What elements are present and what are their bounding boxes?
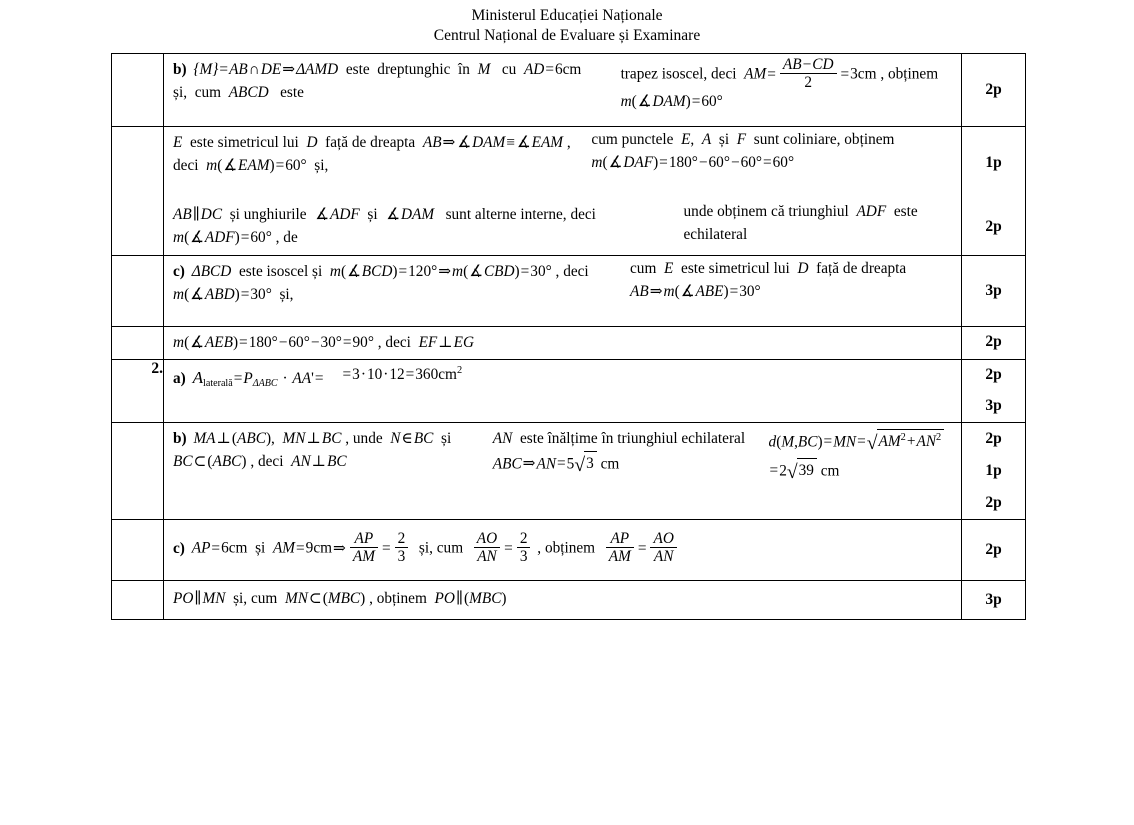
solution-cell-2c	[164, 519, 962, 580]
table-row	[112, 199, 1026, 256]
word-unghiurile: și unghiurile	[229, 205, 307, 223]
sqrt-3: √3	[574, 451, 596, 480]
solution-line: AN este înălțime în triunghiul echilateral ABC⇒AN=5√3 cm	[484, 423, 760, 492]
word-isoscel: este isoscel și	[238, 262, 323, 280]
word-sicum: și, cum	[418, 539, 464, 557]
solution-line: trapez isoscel, deci AM= $\frac{AB-CD}{2}$ =3cm , obținem m(∡DAM)=60°	[620, 55, 939, 111]
document-header	[0, 0, 1134, 47]
word-si-5: și,	[279, 285, 294, 303]
word-si-2: și,	[314, 156, 329, 174]
word-si-3: și	[718, 130, 730, 148]
solution-line: $d(M,BC)=MN=√AM^2+AN^2=2√39$ cm	[760, 423, 961, 492]
item-number-cell	[112, 53, 164, 126]
solution-line: PO∥MN și, cum MN⊂(MBC) , obținem PO∥(MBC)	[173, 589, 507, 607]
solution-cell-1b-3	[164, 199, 962, 256]
points-cell-2c	[962, 519, 1026, 580]
item-number-cell	[112, 326, 164, 359]
solution-line: cum E este simetricul lui D față de dreapta AB⇒m(∡ABE)=30°	[630, 259, 907, 300]
barem-table	[111, 53, 1026, 620]
word-si-4: și	[367, 205, 378, 223]
word-cum-1: cum	[194, 83, 222, 101]
sub-label-a2: a)	[173, 369, 186, 387]
table-row	[112, 519, 1026, 580]
word-simetric-1: este simetricul lui	[190, 133, 299, 151]
table-row	[112, 255, 1026, 326]
fraction-2-3-a: $\frac{2}{3}$	[395, 530, 409, 565]
points-value: 2p	[985, 80, 1002, 98]
word-simetric-2: este simetricul lui	[681, 259, 790, 277]
word-coliniare: sunt coliniare, obținem	[753, 130, 895, 148]
points-cell-1b-3	[962, 199, 1026, 256]
points-cell-1c	[962, 255, 1026, 326]
solution-cell-1b-2	[164, 126, 962, 199]
item-number-cell	[112, 255, 164, 326]
solution-line: a) $A_{laterală}=P_{\Delta ABC} \cdot AA'=$	[173, 367, 324, 389]
points-value: 1p	[985, 153, 1002, 171]
points-value: 3p	[985, 590, 1002, 608]
word-obtinem-1: , obținem	[880, 65, 939, 83]
word-cumpunctele: cum punctele	[591, 130, 674, 148]
sqrt-39: √39	[787, 458, 817, 487]
solution-cell-2b	[164, 422, 962, 519]
points-value: 2p	[985, 332, 1002, 350]
points-cell-2b	[962, 422, 1026, 519]
points-value: 2p	[985, 217, 1002, 235]
solution-line: b) {M}=AB∩DE⇒ΔAMD este dreptunghic în M cu AD=6cm și, cum ABCD este	[173, 60, 582, 101]
word-unde: unde obținem că triunghiul	[683, 202, 849, 220]
word-deci-4: , deci	[250, 452, 284, 470]
solution-line: c) ΔBCD este isoscel și m(∡BCD)=120°⇒m(∡CBD)=30° , deci m(∡ABD)=30° și,	[173, 262, 589, 303]
word-deci-3: , deci	[377, 333, 411, 351]
word-cum-2: cum	[630, 259, 657, 277]
item-number-cell	[112, 199, 164, 256]
word-de: , de	[275, 228, 298, 246]
word-si-6: și	[441, 429, 452, 447]
item-number-cell	[112, 580, 164, 619]
solution-line: E este simetricul lui D față de dreapta AB⇒ ∡DAM≡ ∡EAM , deci m(∡EAM)=60° și,	[173, 133, 571, 174]
word-fata-1: față de dreapta	[325, 133, 416, 151]
item-number-cell	[112, 519, 164, 580]
table-row	[112, 422, 1026, 519]
word-alterne: sunt alterne interne, deci	[445, 205, 596, 223]
fraction-ao-an-2: $\frac{AO}{AN}$	[650, 530, 676, 565]
fraction-ao-an: $\frac{AO}{AN}$	[474, 530, 500, 565]
points-cell-2c-2	[962, 580, 1026, 619]
barem-table-wrapper	[111, 53, 1025, 620]
solution-line: c) AP=6cm și AM=9cm⇒ $\frac{AP}{AM}$ = $\frac{2}{3}$ și, cum $\frac{AO}{AN}$ = $\frac{2}{3}$ , obținem $\frac{AP}{AM}$ = $\frac{AO}{AN}$	[164, 520, 688, 569]
solution-cell-1c-2	[164, 326, 962, 359]
word-este: este	[345, 60, 370, 78]
word-si-1: și,	[173, 83, 188, 101]
fraction-ap-am: $\frac{AP}{AM}$	[350, 530, 378, 565]
subscript-laterala: laterală	[203, 377, 233, 389]
word-si-7: și	[255, 539, 266, 557]
points-value: 3p	[985, 281, 1002, 299]
points-value: 2p	[985, 493, 1002, 511]
item-number-cell-2: 2.	[112, 359, 164, 422]
table-row	[112, 126, 1026, 199]
solution-line: AB∥DC și unghiurile ∡ADF și ∡DAM sunt alterne interne, deci m(∡ADF)=60° , de	[173, 205, 596, 246]
solution-line: cum punctele E, A și F sunt coliniare, obținem m(∡DAF)=180°−60°−60°=60°	[591, 130, 895, 171]
item-number-cell	[112, 422, 164, 519]
solution-cell-1b	[164, 53, 962, 126]
points-cell-1b	[962, 53, 1026, 126]
sqrt-am2-an2: $√AM^2+AN^2$	[867, 429, 944, 458]
word-deci-1: , deci	[173, 133, 571, 174]
points-value: 3p	[985, 397, 1002, 415]
word-fata-2: față de dreapta	[816, 259, 907, 277]
item-number-cell	[112, 126, 164, 199]
solution-line: m(∡AEB)=180°−60°−30°=90° , deci EF⊥EG	[173, 333, 475, 351]
table-row	[112, 53, 1026, 126]
word-obtinem-3: , obținem	[369, 589, 427, 607]
solution-line: unde obținem că triunghiul ADF este echilateral	[683, 202, 918, 243]
fraction-2-3-b: $\frac{2}{3}$	[517, 530, 531, 565]
solution-line: $=3\cdot 10\cdot 12=360cm^2$	[342, 364, 463, 383]
word-in: în	[458, 60, 470, 78]
solution-cell-2a	[164, 359, 962, 422]
sub-label-b2: b)	[173, 429, 187, 447]
points-cell-1c-2	[962, 326, 1026, 359]
word-inaltime: este înălțime în triunghiul echilateral	[519, 429, 746, 447]
word-unde-2: , unde	[345, 429, 383, 447]
table-row	[112, 326, 1026, 359]
word-deci-2: , deci	[555, 262, 589, 280]
word-obtinem-2: , obținem	[537, 539, 596, 557]
word-este-2: este	[280, 83, 304, 101]
sub-label-c2: c)	[173, 539, 185, 557]
points-value: 2p	[985, 540, 1002, 558]
word-cu: cu	[501, 60, 517, 78]
table-row	[112, 580, 1026, 619]
solution-cell-2c-2	[164, 580, 962, 619]
points-cell-1b-2	[962, 126, 1026, 199]
table-row	[112, 359, 1026, 422]
header-line-ministry: Ministerul Educației Naționale	[471, 7, 663, 24]
points-value: 2p	[985, 366, 1002, 384]
fraction-ab-cd-2: $\frac{AB-CD}{2}$	[780, 56, 837, 91]
word-si-8: și, cum	[233, 589, 278, 607]
header-line-center: Centrul Național de Evaluare și Examinare	[433, 27, 701, 45]
sub-label-c: c)	[173, 262, 185, 280]
points-value: 2p	[985, 429, 1002, 447]
points-cell-2a	[962, 359, 1026, 422]
fraction-ap-am-2: $\frac{AP}{AM}$	[606, 530, 634, 565]
points-value: 1p	[985, 461, 1002, 479]
sub-label-b: b)	[173, 60, 187, 78]
solution-line: b) MA⊥(ABC), MN⊥BC , unde N∈BC și BC⊂(ABC) , deci AN⊥BC	[173, 429, 452, 470]
word-dreptunghic: dreptunghic	[377, 60, 451, 78]
word-trapez: trapez isoscel, deci	[620, 65, 737, 83]
solution-cell-1c	[164, 255, 962, 326]
word-echilateral: este echilateral	[683, 202, 918, 243]
